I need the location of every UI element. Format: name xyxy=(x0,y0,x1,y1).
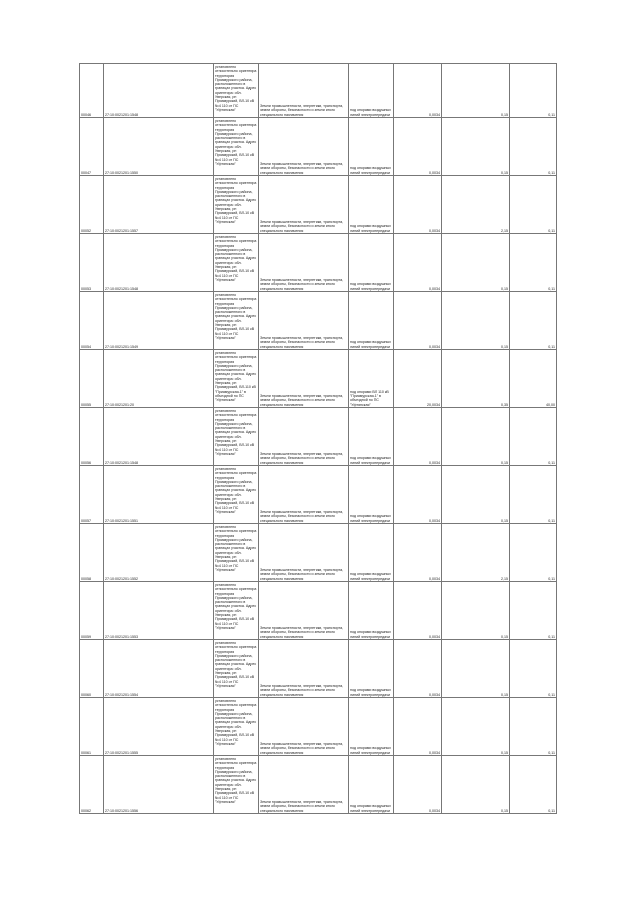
land-category-cell: Земли промышленности, энергетики, транспорта, земли обороны, безопасности и земли иного специального назначения xyxy=(259,408,349,466)
table xyxy=(79,63,557,814)
value-cell: 0,15 xyxy=(442,466,510,524)
permitted-use-cell: под опорами воздушных линий электропередачи xyxy=(349,118,394,176)
cadastral-number-cell: 27:10:0021201:1553 xyxy=(104,582,214,640)
value-cell: 0,11 xyxy=(510,640,557,698)
land-plots-table xyxy=(79,63,556,814)
value-cell: 0,11 xyxy=(510,408,557,466)
value-cell: 0,15 xyxy=(442,64,510,118)
table-row xyxy=(80,176,557,234)
value-cell: 0,11 xyxy=(510,176,557,234)
row-number-cell: 00046 xyxy=(80,64,104,118)
cadastral-number-cell: 27:10:0021201:1548 xyxy=(104,64,214,118)
location-cell: установлено относительно ориентира территория Приамурского района, расположенного в границах участка. Адрес ориентира: обл. Уверская, рн Приамурский, ВЛ-10 кВ №4 110 от ПС "Уфтянская" xyxy=(214,234,259,292)
value-cell: 0,11 xyxy=(510,756,557,814)
permitted-use-cell: под опорами воздушных линий электропередачи xyxy=(349,640,394,698)
table-row xyxy=(80,756,557,814)
area-cell: 0,0034 xyxy=(394,118,442,176)
value-cell: 2,15 xyxy=(442,524,510,582)
area-cell: 20,0034 xyxy=(394,350,442,408)
value-cell: 0,15 xyxy=(442,292,510,350)
value-cell: 0,15 xyxy=(442,698,510,756)
area-cell: 0,0034 xyxy=(394,524,442,582)
value-cell: 0,11 xyxy=(510,292,557,350)
cadastral-number-cell: 27:10:0021201:1552 xyxy=(104,524,214,582)
value-cell: 0,11 xyxy=(510,234,557,292)
cadastral-number-cell: 27:10:0021201:1548 xyxy=(104,408,214,466)
area-cell: 0,0034 xyxy=(394,698,442,756)
location-cell: установлено относительно ориентира территория Приамурского района, расположенного в границах участка. Адрес ориентира: обл. Уверская, рн Приамурский, ВЛ-10 кВ №4 110 от ПС "Уфтянская" xyxy=(214,582,259,640)
value-cell: 0,15 xyxy=(442,408,510,466)
area-cell: 0,0034 xyxy=(394,176,442,234)
area-cell: 0,0034 xyxy=(394,466,442,524)
value-cell: 0,11 xyxy=(510,582,557,640)
value-cell: 0,15 xyxy=(442,234,510,292)
permitted-use-cell: под опорами воздушных линий электропередачи xyxy=(349,524,394,582)
permitted-use-cell: под опорами воздушных линий электропередачи xyxy=(349,292,394,350)
permitted-use-cell: под опорами воздушных линий электропередачи xyxy=(349,176,394,234)
row-number-cell: 00056 xyxy=(80,408,104,466)
table-row xyxy=(80,64,557,118)
land-category-cell: Земли промышленности, энергетики, транспорта, земли обороны, безопасности и земли иного специального назначения xyxy=(259,64,349,118)
location-cell: установлено относительно ориентира территория Приамурского района, расположенного в границах участка. Адрес ориентира: обл. Уверская, рн Приамурский, ВЛ-10 кВ №4 110 от ПС "Уфтянская" xyxy=(214,698,259,756)
cadastral-number-cell: 27:10:0021201:1554 xyxy=(104,640,214,698)
value-cell: 40,00 xyxy=(510,350,557,408)
cadastral-number-cell: 27:10:0021201:1555 xyxy=(104,698,214,756)
table-row xyxy=(80,524,557,582)
table-row xyxy=(80,408,557,466)
row-number-cell: 00061 xyxy=(80,698,104,756)
value-cell: 0,15 xyxy=(442,756,510,814)
area-cell: 0,0034 xyxy=(394,408,442,466)
permitted-use-cell: под опорами воздушных линий электропередачи xyxy=(349,582,394,640)
land-category-cell: Земли промышленности, энергетики, транспорта, земли обороны, безопасности и земли иного специального назначения xyxy=(259,350,349,408)
land-category-cell: Земли промышленности, энергетики, транспорта, земли обороны, безопасности и земли иного специального назначения xyxy=(259,234,349,292)
row-number-cell: 00053 xyxy=(80,234,104,292)
location-cell: установлено относительно ориентира территория Приамурского района, расположенного в границах участка. Адрес ориентира: обл. Уверская, рн Приамурский, ВЛ-10 кВ №4 110 от ПС "Уфтянская" xyxy=(214,756,259,814)
cadastral-number-cell: 27:10:0021201:20 xyxy=(104,350,214,408)
table-row xyxy=(80,118,557,176)
cadastral-number-cell: 27:10:0021201:1549 xyxy=(104,292,214,350)
cadastral-number-cell: 27:10:0021201:1556 xyxy=(104,756,214,814)
value-cell: 0,11 xyxy=(510,466,557,524)
location-cell: установлено относительно ориентира территория Приамурского района, расположенного в границах участка. Адрес ориентира: обл. Уверская, рн Приамурский, ВЛ-10 кВ №4 110 от ПС "Уфтянская" xyxy=(214,64,259,118)
land-category-cell: Земли промышленности, энергетики, транспорта, земли обороны, безопасности и земли иного специального назначения xyxy=(259,640,349,698)
value-cell: 2,15 xyxy=(442,176,510,234)
land-category-cell: Земли промышленности, энергетики, транспорта, земли обороны, безопасности и земли иного специального назначения xyxy=(259,118,349,176)
value-cell: 0,15 xyxy=(442,582,510,640)
table-row xyxy=(80,466,557,524)
area-cell: 0,0034 xyxy=(394,292,442,350)
permitted-use-cell: под опорами воздушных линий электропередачи xyxy=(349,698,394,756)
value-cell: 0,15 xyxy=(442,118,510,176)
area-cell: 0,0034 xyxy=(394,756,442,814)
row-number-cell: 00058 xyxy=(80,524,104,582)
cadastral-number-cell: 27:10:0021201:1557 xyxy=(104,176,214,234)
table-row xyxy=(80,640,557,698)
row-number-cell: 00059 xyxy=(80,582,104,640)
land-category-cell: Земли промышленности, энергетики, транспорта, земли обороны, безопасности и земли иного специального назначения xyxy=(259,582,349,640)
row-number-cell: 00057 xyxy=(80,466,104,524)
permitted-use-cell: под опорами воздушных линий электропередачи xyxy=(349,756,394,814)
area-cell: 0,0034 xyxy=(394,582,442,640)
row-number-cell: 00052 xyxy=(80,176,104,234)
location-cell: установлено относительно ориентира территория Приамурского района, расположенного в границах участка. Адрес ориентира: обл. Уверская, рн Приамурский, ВЛ-10 кВ №4 110 от ПС "Уфтянская" xyxy=(214,176,259,234)
table-row xyxy=(80,350,557,408)
value-cell: 0,11 xyxy=(510,118,557,176)
location-cell: установлено относительно ориентира территория Приамурского района, расположенного в границах участка. Адрес ориентира: обл. Уверская, рн Приамурский, ВЛ-10 кВ №4 110 от ПС "Уфтянская" xyxy=(214,292,259,350)
location-cell: установлено относительно ориентира территория Приамурского района, расположенного в границах участка. Адрес ориентира: обл. Уверская, рн Приамурский, ВЛ-10 кВ №4 110 от ПС "Уфтянская" xyxy=(214,524,259,582)
permitted-use-cell: под опорами воздушных линий электропередачи xyxy=(349,466,394,524)
row-number-cell: 00054 xyxy=(80,292,104,350)
row-number-cell: 00055 xyxy=(80,350,104,408)
location-cell: установлено относительно ориентира территория Приамурского района, расположенного в границах участка. Адрес ориентира: обл. Уверская, рн Приамурский, ВЛ-10 кВ №4 110 от ПС "Уфтянская" xyxy=(214,408,259,466)
value-cell: 0,11 xyxy=(510,64,557,118)
value-cell: 0,35 xyxy=(442,350,510,408)
cadastral-number-cell: 27:10:0021201:1550 xyxy=(104,118,214,176)
area-cell: 0,0034 xyxy=(394,640,442,698)
value-cell: 0,11 xyxy=(510,698,557,756)
table-body xyxy=(80,64,557,814)
location-cell: установлено относительно ориентира территория Приамурского района, расположенного в границах участка. Адрес ориентира: обл. Уверская, рн Приамурский, ВЛ-10 кВ №4 110 от ПС "Уфтянская" xyxy=(214,640,259,698)
table-row xyxy=(80,698,557,756)
land-category-cell: Земли промышленности, энергетики, транспорта, земли обороны, безопасности и земли иного специального назначения xyxy=(259,176,349,234)
cadastral-number-cell: 27:10:0021201:1551 xyxy=(104,466,214,524)
land-category-cell: Земли промышленности, энергетики, транспорта, земли обороны, безопасности и земли иного специального назначения xyxy=(259,292,349,350)
row-number-cell: 00060 xyxy=(80,640,104,698)
permitted-use-cell: под опорами воздушных линий электропередачи xyxy=(349,234,394,292)
land-category-cell: Земли промышленности, энергетики, транспорта, земли обороны, безопасности и земли иного специального назначения xyxy=(259,524,349,582)
land-category-cell: Земли промышленности, энергетики, транспорта, земли обороны, безопасности и земли иного специального назначения xyxy=(259,756,349,814)
area-cell: 0,0034 xyxy=(394,64,442,118)
table-row xyxy=(80,582,557,640)
table-row xyxy=(80,292,557,350)
location-cell: установлено относительно ориентира территория Приамурского района, расположенного в границах участка. Адрес ориентира: обл. Уверская, рн Приамурский, ВЛ-10 кВ №4 110 от ПС "Уфтянская" xyxy=(214,118,259,176)
permitted-use-cell: под опорами воздушных линий электропередачи xyxy=(349,64,394,118)
row-number-cell: 00062 xyxy=(80,756,104,814)
area-cell: 0,0034 xyxy=(394,234,442,292)
cadastral-number-cell: 27:10:0021201:1548 xyxy=(104,234,214,292)
row-number-cell: 00047 xyxy=(80,118,104,176)
location-cell: установлено относительно ориентира территория Приамурского района, расположенного в границах участка. Адрес ориентира: обл. Уверская, рн Приамурский, ВЛ-110 кВ "Приамурская-1" в объездной по ПС "Уфтянская" xyxy=(214,350,259,408)
value-cell: 0,15 xyxy=(442,640,510,698)
land-category-cell: Земли промышленности, энергетики, транспорта, земли обороны, безопасности и земли иного специального назначения xyxy=(259,698,349,756)
location-cell: установлено относительно ориентира территория Приамурского района, расположенного в границах участка. Адрес ориентира: обл. Уверская, рн Приамурский, ВЛ-10 кВ №4 110 от ПС "Уфтянская" xyxy=(214,466,259,524)
land-category-cell: Земли промышленности, энергетики, транспорта, земли обороны, безопасности и земли иного специального назначения xyxy=(259,466,349,524)
permitted-use-cell: под опорами воздушных линий электропередачи xyxy=(349,408,394,466)
permitted-use-cell: под опорами ВЛ 110 кВ "Приамурская-1" в объездной по ПС "Уфтянская" xyxy=(349,350,394,408)
table-row xyxy=(80,234,557,292)
value-cell: 0,11 xyxy=(510,524,557,582)
